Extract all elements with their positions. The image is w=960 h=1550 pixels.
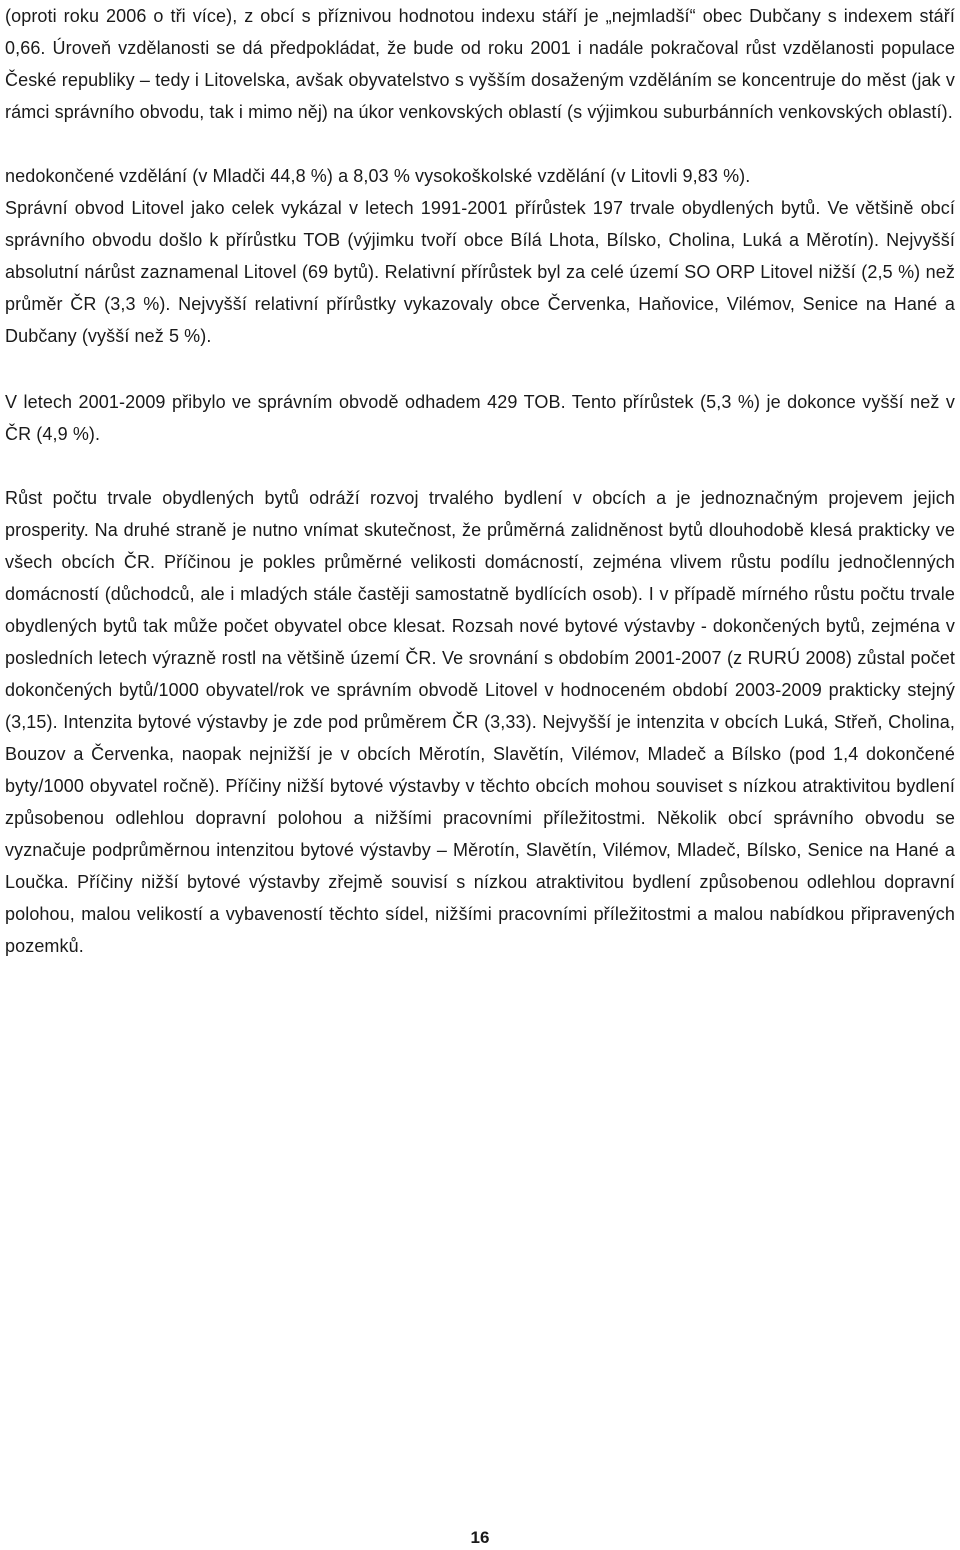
paragraph-text: Růst počtu trvale obydlených bytů odráží rozvoj trvalého bydlení v obcích a je jednoznačným projevem jejich prosperity. Na druhé straně je nutno vnímat skutečnost, že průměrná zalidněnost bytů dlouhodobě klesá prakticky ve všech obcích ČR. Příčinou je pokles průměrné velikosti domácností, zejména vlivem růstu podílu jednočlenných domácností (důchodců, ale i mladých stále častěji samostatně bydlících osob). I v případě mírného růstu počtu trvale obydlených bytů tak může počet obyvatel obce klesat. Rozsah nové bytové výstavby - dokončených bytů, zejména v posledních letech výrazně rostl na většině území ČR. Ve srovnání s obdobím 2001-2007 (z RURÚ 2008) zůstal počet dokončených bytů/1000 obyvatel/rok ve správním obvodě Litovel v hodnoceném období 2003-2009 prakticky stejný (3,15). Intenzita bytové výstavby je zde pod průměrem ČR (3,33). Nejvyšší je intenzita v obcích Luká, Střeň, Cholina, Bouzov a Červenka, naopak nejnižší je v obcích Měrotín, Slavětín, Vilémov, Mladeč a Bílsko (pod 1,4 dokončené byty/1000 obyvatel ročně). Příčiny nižší bytové výstavby v těchto obcích mohou souviset s nízkou atraktivitou bydlení způsobenou odlehlou dopravní polohou a nižšími pracovními příležitostmi. Několik obcí správního obvodu se vyznačuje podprůměrnou intenzitou bytové výstavby – Měrotín, Slavětín, Vilémov, Mladeč, Bílsko, Senice na Hané a Loučka. Příčiny nižší bytové výstavby zřejmě souvisí s nízkou atraktivitou bydlení způsobenou odlehlou dopravní polohou, malou velikostí a vybaveností těchto sídel, nižšími pracovními příležitostmi a malou nabídkou připravených pozemků. xyxy=(5,488,955,956)
paragraph-text: V letech 2001-2009 přibylo ve správním obvodě odhadem 429 TOB. Tento přírůstek (5,3 %) je dokonce vyšší než v ČR (4,9 %). xyxy=(5,392,955,444)
paragraph-housing-1991-2001 xyxy=(5,192,955,352)
paragraph-text: Správní obvod Litovel jako celek vykázal v letech 1991-2001 přírůstek 197 trvale obydlených bytů. Ve většině obcí správního obvodu došlo k přírůstku TOB (výjimku tvoří obce Bílá Lhota, Bílsko, Cholina, Luká a Měrotín). Nejvyšší absolutní nárůst zaznamenal Litovel (69 bytů). Relativní přírůstek byl za celé území SO ORP Litovel nižší (2,5 %) než průměr ČR (3,3 %). Nejvyšší relativní přírůstky vykazovaly obce Červenka, Haňovice, Vilémov, Senice na Hané a Dubčany (vyšší než 5 %). xyxy=(5,198,955,346)
page-number: 16 xyxy=(470,1528,490,1547)
paragraph-text: (oproti roku 2006 o tři více), z obcí s příznivou hodnotou indexu stáří je „nejmladší“ obec Dubčany s indexem stáří 0,66. Úroveň vzdělanosti se dá předpokládat, že bude od roku 2001 i nadále pokračoval růst vzdělanosti populace České republiky – tedy i Litovelska, avšak obyvatelstvo s vyšším dosaženým vzděláním se koncentruje do měst (jak v rámci správního obvodu, tak i mimo něj) na úkor venkovských oblastí (s výjimkou suburbánních venkovských oblastí). xyxy=(5,6,955,122)
paragraph-text: nedokončené vzdělání (v Mladči 44,8 %) a 8,03 % vysokoškolské vzdělání (v Litovli 9,83 %). xyxy=(5,166,751,186)
paragraph-education-fragment xyxy=(5,160,955,192)
paragraph-demography-education xyxy=(5,0,955,128)
paragraph-housing-analysis xyxy=(5,482,955,962)
paragraph-housing-2001-2009 xyxy=(5,386,955,450)
